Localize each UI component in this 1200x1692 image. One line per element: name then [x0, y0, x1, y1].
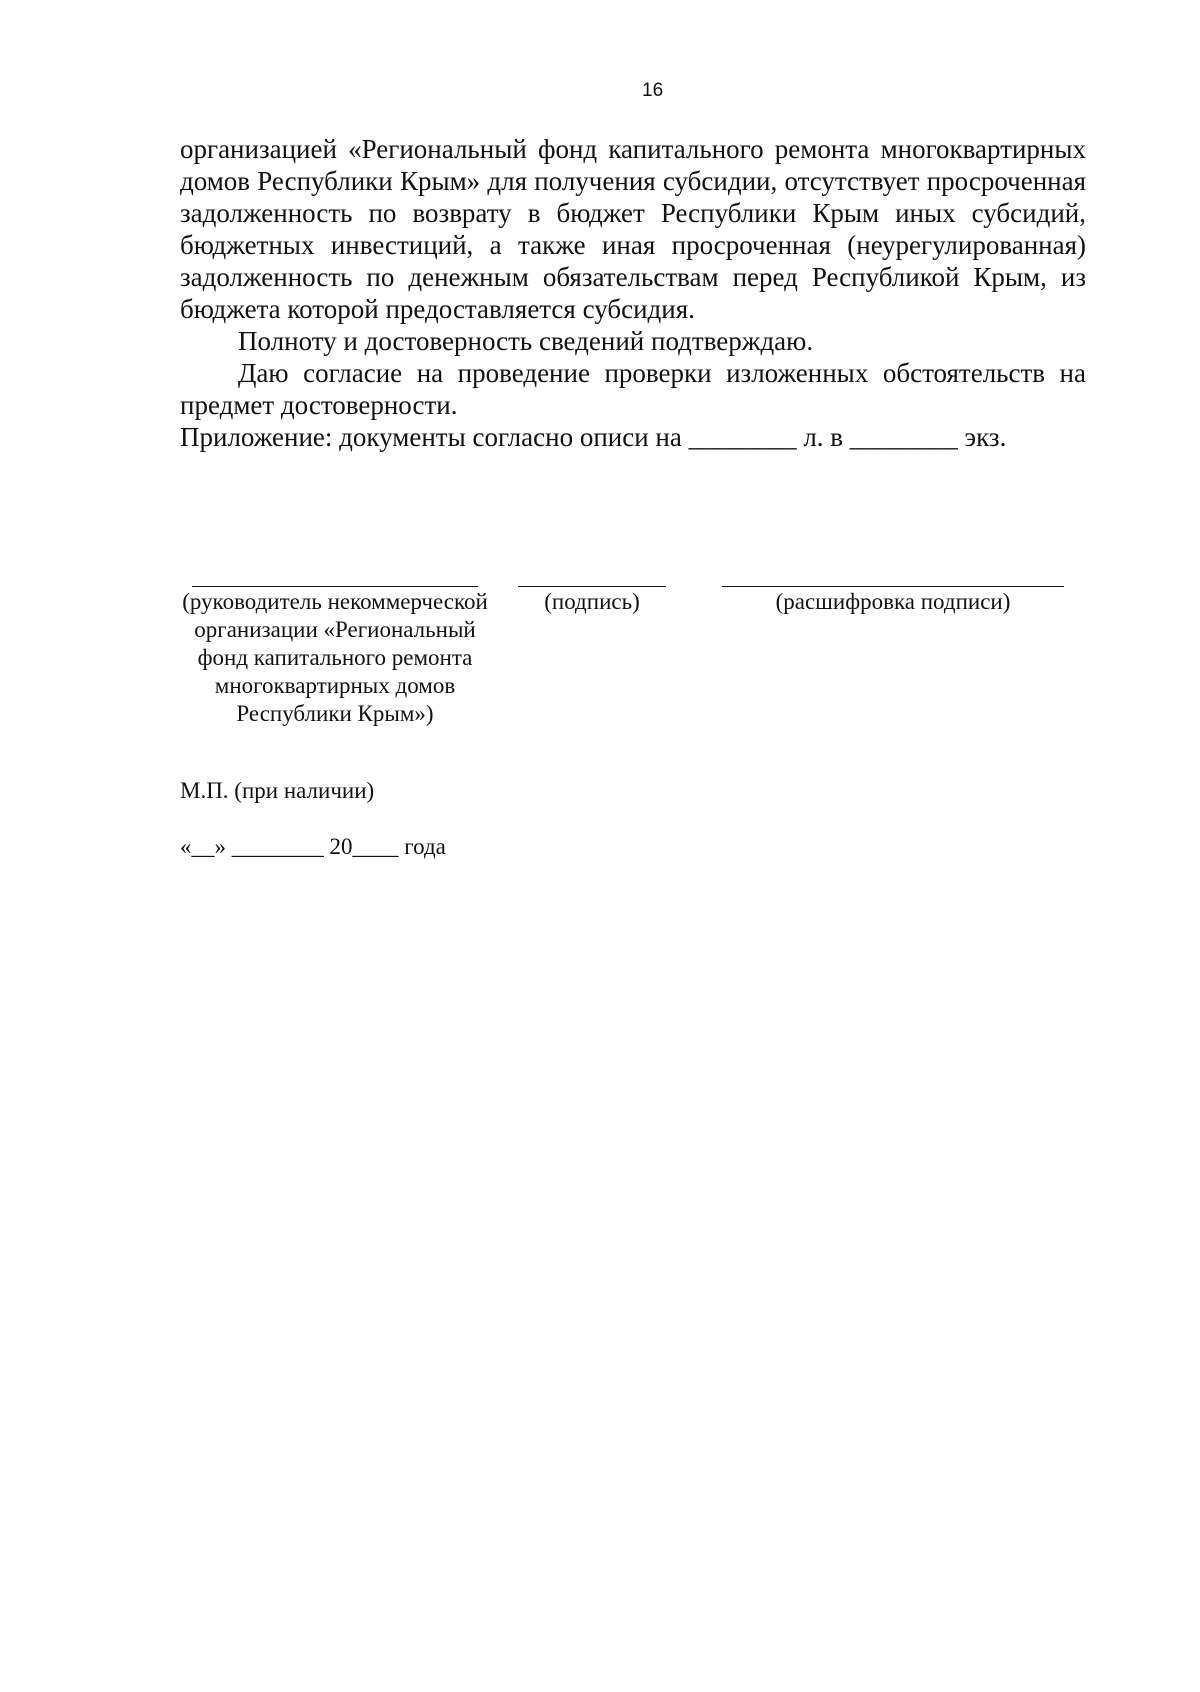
- annex-line: Приложение: документы согласно описи на ________ л. в ________ экз.: [180, 422, 1007, 452]
- head-caption: (руководитель некоммерческой организации «Региональный фонд капитального ремонта многоквартирных домов Республики Крым»): [182, 589, 488, 726]
- statement-paragraph: организацией «Региональный фонд капитального ремонта многоквартирных домов Республики Крым» для получения субсидии, отсутствует просроченная задолженность по возврату в бюджет Республики Крым иных субсидий, бюджетных инвестиций, а также иная просроченная (неурегулированная) задолженность по денежным обязательствам перед Республикой Крым, из бюджета которой предоставляется субсидия.: [180, 134, 1086, 324]
- head-signature-line: [192, 586, 478, 587]
- signature-line: [518, 586, 666, 587]
- decryption-caption: (расшифровка подписи): [775, 589, 1011, 614]
- document-body: [180, 133, 1086, 453]
- consent-paragraph: Даю согласие на проведение проверки изложенных обстоятельств на предмет достоверности.: [180, 358, 1086, 420]
- date-line: «__» ________ 20____ года: [180, 834, 446, 859]
- confirmation-paragraph: Полноту и достоверность сведений подтверждаю.: [238, 326, 814, 356]
- page-number: 16: [642, 80, 664, 101]
- signature-caption: (подпись): [544, 589, 640, 614]
- stamp-placeholder: М.П. (при наличии): [180, 778, 375, 803]
- decryption-line: [722, 586, 1064, 587]
